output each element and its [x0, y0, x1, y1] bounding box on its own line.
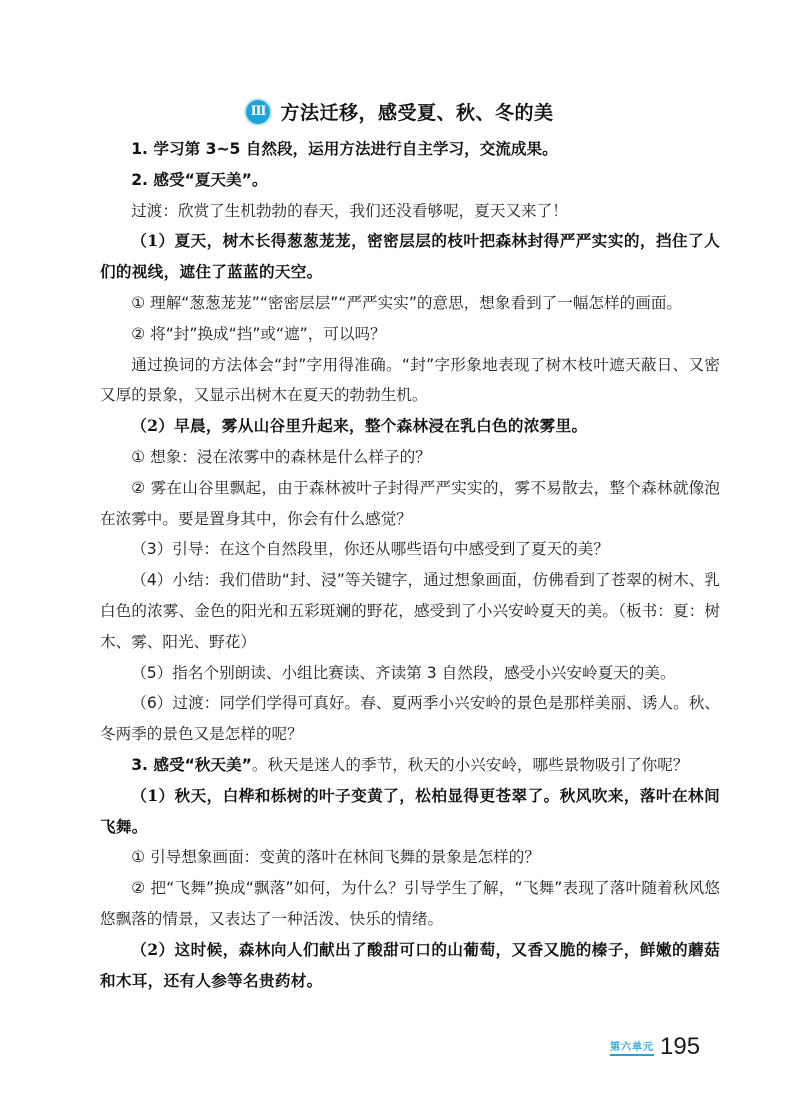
paragraph-point: ① 理解“葱葱茏茏”“密密层层”“严严实实”的意思，想象看到了一幅怎样的画面。 [131, 293, 683, 312]
section-number-badge: Ⅲ [246, 100, 270, 124]
page-number: 195 [660, 1033, 701, 1060]
paragraph-step-2: 2. 感受“夏天美”。 [131, 170, 268, 189]
paragraph-transition: （6）过渡：同学们学得可真好。春、夏两季小兴安岭的景色是那样美丽、诱人。秋、冬两季的景色又是怎样的呢？ [100, 694, 720, 744]
step-3-text: 。秋天是迷人的季节，秋天的小兴安岭，哪些景物吸引了你呢？ [251, 755, 689, 774]
paragraph-guide: （3）引导：在这个自然段里，你还从哪些语句中感受到了夏天的美？ [131, 540, 609, 559]
paragraph-point: ② 把“飞舞”换成“飘落”如何，为什么？引导学生了解，“飞舞”表现了落叶随着秋风悠悠飘落的情景，又表达了一种活泼、快乐的情绪。 [100, 879, 720, 928]
paragraph-point: ② 雾在山谷里飘起，由于森林被叶子封得严严实实的，雾不易散去，整个森林就像泡在浓雾中。要是置身其中，你会有什么感觉？ [100, 478, 720, 528]
paragraph-point: ② 将“封”换成“挡”或“遮”，可以吗？ [131, 324, 386, 343]
paragraph-point: ① 引导想象画面：变黄的落叶在林间飞舞的景象是怎样的？ [131, 848, 540, 867]
paragraph-step-3 [100, 750, 720, 781]
paragraph-quote-autumn-2: （2）这时候，森林向人们献出了酸甜可口的山葡萄，又香又脆的榛子，鲜嫩的蘑菇和木耳，还有人参等名贵药材。 [100, 939, 720, 990]
paragraph-quote-summer-2: （2）早晨，雾从山谷里升起来，整个森林浸在乳白色的浓雾里。 [131, 416, 588, 436]
step-3-lead: 3. 感受“秋天美” [131, 755, 252, 774]
paragraph-transition: 过渡：欣赏了生机勃勃的春天，我们还没看够呢，夏天又来了！ [131, 201, 568, 220]
paragraph-quote-autumn-1: （1）秋天，白桦和栎树的叶子变黄了，松柏显得更苍翠了。秋风吹来，落叶在林间飞舞。 [100, 785, 720, 836]
lesson-body [100, 134, 720, 996]
section-title: 方法迁移，感受夏、秋、冬的美 [280, 102, 554, 124]
paragraph-step-1: 1. 学习第 3~5 自然段，运用方法进行自主学习，交流成果。 [131, 140, 558, 158]
paragraph-point: ① 想象：浸在浓雾中的森林是什么样子的？ [131, 447, 431, 466]
page-footer [610, 1030, 720, 1060]
paragraph-summary: （4）小结：我们借助“封、浸”等关键字，通过想象画面，仿佛看到了苍翠的树木、乳白色的浓雾、金色的阳光和五彩斑斓的野花，感受到了小兴安岭夏天的美。（板书：夏：树木、雾、阳光、野花） [100, 571, 720, 651]
unit-label: 第六单元 [610, 1038, 654, 1056]
paragraph-explanation: 通过换词的方法体会“封”字用得准确。“封”字形象地表现了树木枝叶遮天蔽日、又密又厚的景象，又显示出树木在夏天的勃勃生机。 [100, 355, 720, 405]
paragraph-reading: （5）指名个别朗读、小组比赛读、齐读第 3 自然段，感受小兴安岭夏天的美。 [131, 663, 676, 682]
section-heading [0, 98, 800, 125]
paragraph-quote-summer-1: （1）夏天，树木长得葱葱茏茏，密密层层的枝叶把森林封得严严实实的，挡住了人们的视线，遮住了蓝蓝的天空。 [100, 231, 720, 282]
